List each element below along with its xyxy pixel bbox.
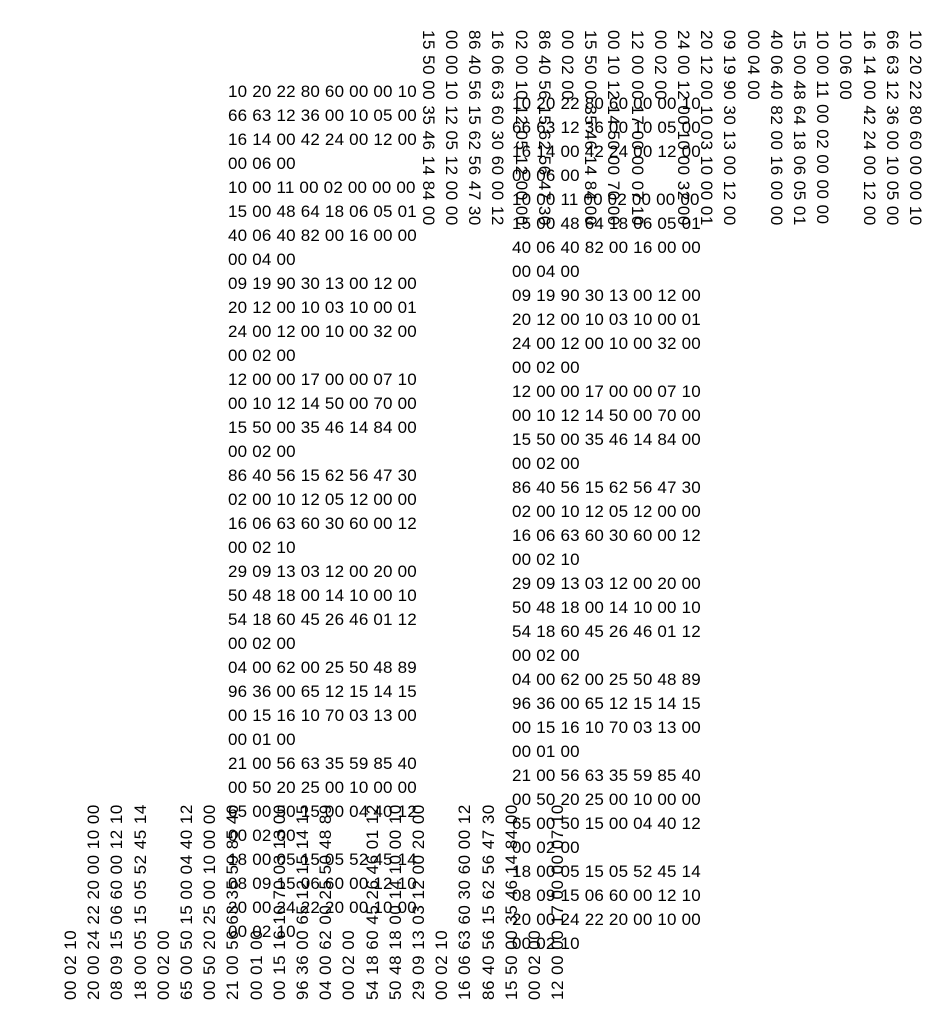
hex-row: 16 14 00 42 24 00 12 00 [228,130,417,149]
hex-column: 00 02 00 [650,30,670,101]
hex-column: 00 02 00 [153,929,173,1000]
hex-column: 96 36 00 65 12 15 14 15 [293,804,312,1000]
hex-column: 00 50 20 25 00 10 00 00 [200,804,220,1000]
hex-row: 86 40 56 15 62 56 47 30 [228,466,417,485]
hex-column: 00 02 10 [61,929,80,1000]
hex-row: 15 00 48 64 18 06 05 01 [512,214,701,233]
hex-row: 08 09 15 06 60 00 12 10 [512,886,701,905]
hex-row: 65 00 50 15 00 04 40 12 [228,802,417,821]
hex-row: 10 20 22 80 60 00 00 10 [228,82,417,101]
hex-row: 15 50 00 35 46 14 84 00 [228,418,417,437]
hex-row: 96 36 00 65 12 15 14 15 [228,682,417,701]
hex-row: 04 00 62 00 25 50 48 89 [512,670,701,689]
hex-row: 16 06 63 60 30 60 00 12 [228,514,417,533]
hex-row: 00 02 10 [512,550,580,569]
hex-column: 10 20 22 80 60 00 00 10 [906,30,925,226]
hex-row: 66 63 12 36 00 10 05 00 [228,106,417,125]
hex-column: 18 00 05 15 05 52 45 14 [130,804,150,1000]
hex-row: 21 00 56 63 35 59 85 40 [228,754,417,773]
hex-row: 00 02 00 [228,826,296,845]
hex-column: 29 09 13 03 12 00 20 00 [409,804,428,1000]
hex-row: 50 48 18 00 14 10 00 10 [228,586,417,605]
hex-row: 00 02 00 [512,454,580,473]
hex-column: 86 40 56 15 62 56 47 30 [478,804,498,1000]
hex-column: 15 00 48 64 18 06 05 01 [790,30,809,226]
hex-row: 00 02 10 [512,934,580,953]
hex-row: 65 00 50 15 00 04 40 12 [512,814,701,833]
hex-column: 20 00 24 22 20 00 10 00 [84,804,104,1000]
hex-column: 10 06 00 [836,30,856,101]
hex-row: 00 02 00 [512,838,580,857]
hex-row: 40 06 40 82 00 16 00 00 [512,238,701,257]
hex-column: 12 00 00 17 00 00 07 10 [627,30,647,226]
hex-row: 00 02 00 [228,442,296,461]
hex-row: 50 48 18 00 14 10 00 10 [512,598,701,617]
hex-row: 21 00 56 63 35 59 85 40 [512,766,701,785]
hex-row: 86 40 56 15 62 56 47 30 [512,478,701,497]
hex-column: 21 00 56 63 35 59 85 40 [223,804,243,1000]
hex-row: 10 00 11 00 02 00 00 00 [512,190,700,209]
hex-row: 00 02 00 [228,634,296,653]
hex-row: 00 01 00 [512,742,580,761]
hex-row: 00 15 16 10 70 03 13 00 [512,718,701,737]
hex-column: 20 12 00 10 03 10 00 01 [697,30,717,226]
hex-column: 86 40 56 15 62 56 47 30 [534,30,554,226]
hex-column: 50 48 18 00 14 10 00 10 [385,804,405,1000]
hex-row: 00 15 16 10 70 03 13 00 [228,706,417,725]
hex-column: 00 00 10 12 05 12 00 00 [442,30,461,226]
hex-row: 20 00 24 22 20 00 10 00 [228,898,417,917]
hex-row: 09 19 90 30 13 00 12 00 [228,274,417,293]
hex-column: 16 14 00 42 24 00 12 00 [859,30,879,226]
hex-row: 00 06 00 [228,154,296,173]
hex-row: 00 10 12 14 50 00 70 00 [512,406,701,425]
hex-column: 24 00 12 00 10 00 32 00 [674,30,693,226]
hex-column: 00 15 16 10 70 03 13 00 [269,804,289,1000]
hex-row: 00 06 00 [512,166,580,185]
hex-row: 00 02 00 [512,646,580,665]
hex-row: 20 12 00 10 03 10 00 01 [228,298,417,317]
hex-column: 15 50 00 35 46 14 84 00 [418,30,438,226]
hex-column: 00 04 00 [743,30,763,101]
hex-row: 00 04 00 [228,250,296,269]
hex-row: 00 04 00 [512,262,580,281]
hex-row: 16 06 63 60 30 60 00 12 [512,526,701,545]
hex-row: 20 00 24 22 20 00 10 00 [512,910,701,929]
hex-column: 54 18 60 45 26 46 01 12 [362,804,382,1000]
hex-column: 04 00 62 00 25 50 48 89 [316,804,336,1000]
hex-row: 24 00 12 00 10 00 32 00 [228,322,417,341]
hex-column: 66 63 12 36 00 10 05 00 [882,30,902,226]
hex-column: 65 00 50 15 00 04 40 12 [177,804,196,1000]
hex-row: 00 02 10 [228,922,296,941]
hex-row: 18 00 05 15 05 52 45 14 [512,862,701,881]
hex-column: 16 06 63 60 30 60 00 12 [455,804,475,1000]
hex-column: 15 50 00 35 46 14 84 00 [501,804,521,1000]
hex-column: 08 09 15 06 60 00 12 10 [107,804,127,1000]
hex-column: 86 40 56 15 62 56 47 30 [465,30,485,226]
hex-column: 00 10 12 14 50 00 70 00 [604,30,624,226]
hex-row: 54 18 60 45 26 46 01 12 [228,610,417,629]
hex-row: 09 19 90 30 13 00 12 00 [512,286,701,305]
hex-column: 00 02 00 [339,929,359,1000]
hex-column: 16 06 63 60 30 60 00 12 [488,30,508,226]
hex-column: 00 02 00 [525,929,544,1000]
hex-row: 00 02 00 [512,358,580,377]
hex-row: 00 02 00 [228,346,296,365]
hex-column: 12 00 00 17 00 00 07 10 [548,804,568,1000]
hex-column: 09 19 90 30 13 00 12 00 [720,30,740,226]
hex-row: 10 20 22 80 60 00 00 10 [512,94,701,113]
hex-row: 12 00 00 17 00 00 07 10 [512,382,701,401]
hex-row: 54 18 60 45 26 46 01 12 [512,622,701,641]
hex-row: 29 09 13 03 12 00 20 00 [512,574,701,593]
hex-row: 00 50 20 25 00 10 00 00 [228,778,417,797]
hex-column: 02 00 10 12 05 12 00 00 [511,30,531,226]
hex-row: 00 02 10 [228,538,296,557]
hex-row: 15 00 48 64 18 06 05 01 [228,202,417,221]
hex-column: 00 01 00 [246,929,266,1000]
hex-row: 10 00 11 00 02 00 00 00 [228,178,416,197]
hex-row: 96 36 00 65 12 15 14 15 [512,694,701,713]
horizontal-block-left [228,80,417,944]
hex-column: 15 50 00 35 46 14 84 00 [581,30,601,226]
hex-column: 10 00 11 00 02 00 00 00 [813,30,833,225]
hex-row: 04 00 62 00 25 50 48 89 [228,658,417,677]
hex-row: 16 14 00 42 24 00 12 00 [512,142,701,161]
hex-row: 24 00 12 00 10 00 32 00 [512,334,701,353]
hex-row: 12 00 00 17 00 00 07 10 [228,370,417,389]
hex-row: 40 06 40 82 00 16 00 00 [228,226,417,245]
horizontal-block-right [512,92,701,956]
hex-row: 18 00 05 15 05 52 45 14 [228,850,417,869]
hex-row: 29 09 13 03 12 00 20 00 [228,562,417,581]
hex-row: 15 50 00 35 46 14 84 00 [512,430,701,449]
hex-column: 00 02 00 [558,30,577,101]
hex-row: 00 50 20 25 00 10 00 00 [512,790,701,809]
hex-row: 66 63 12 36 00 10 05 00 [512,118,701,137]
hex-row: 20 12 00 10 03 10 00 01 [512,310,701,329]
hex-column: 40 06 40 82 00 16 00 00 [766,30,786,226]
hex-row: 02 00 10 12 05 12 00 00 [512,502,701,521]
hex-row: 00 10 12 14 50 00 70 00 [228,394,417,413]
hex-column: 00 02 10 [432,929,452,1000]
hex-row: 02 00 10 12 05 12 00 00 [228,490,417,509]
hex-row: 00 01 00 [228,730,296,749]
hex-row: 08 09 15 06 60 00 12 10 [228,874,417,893]
